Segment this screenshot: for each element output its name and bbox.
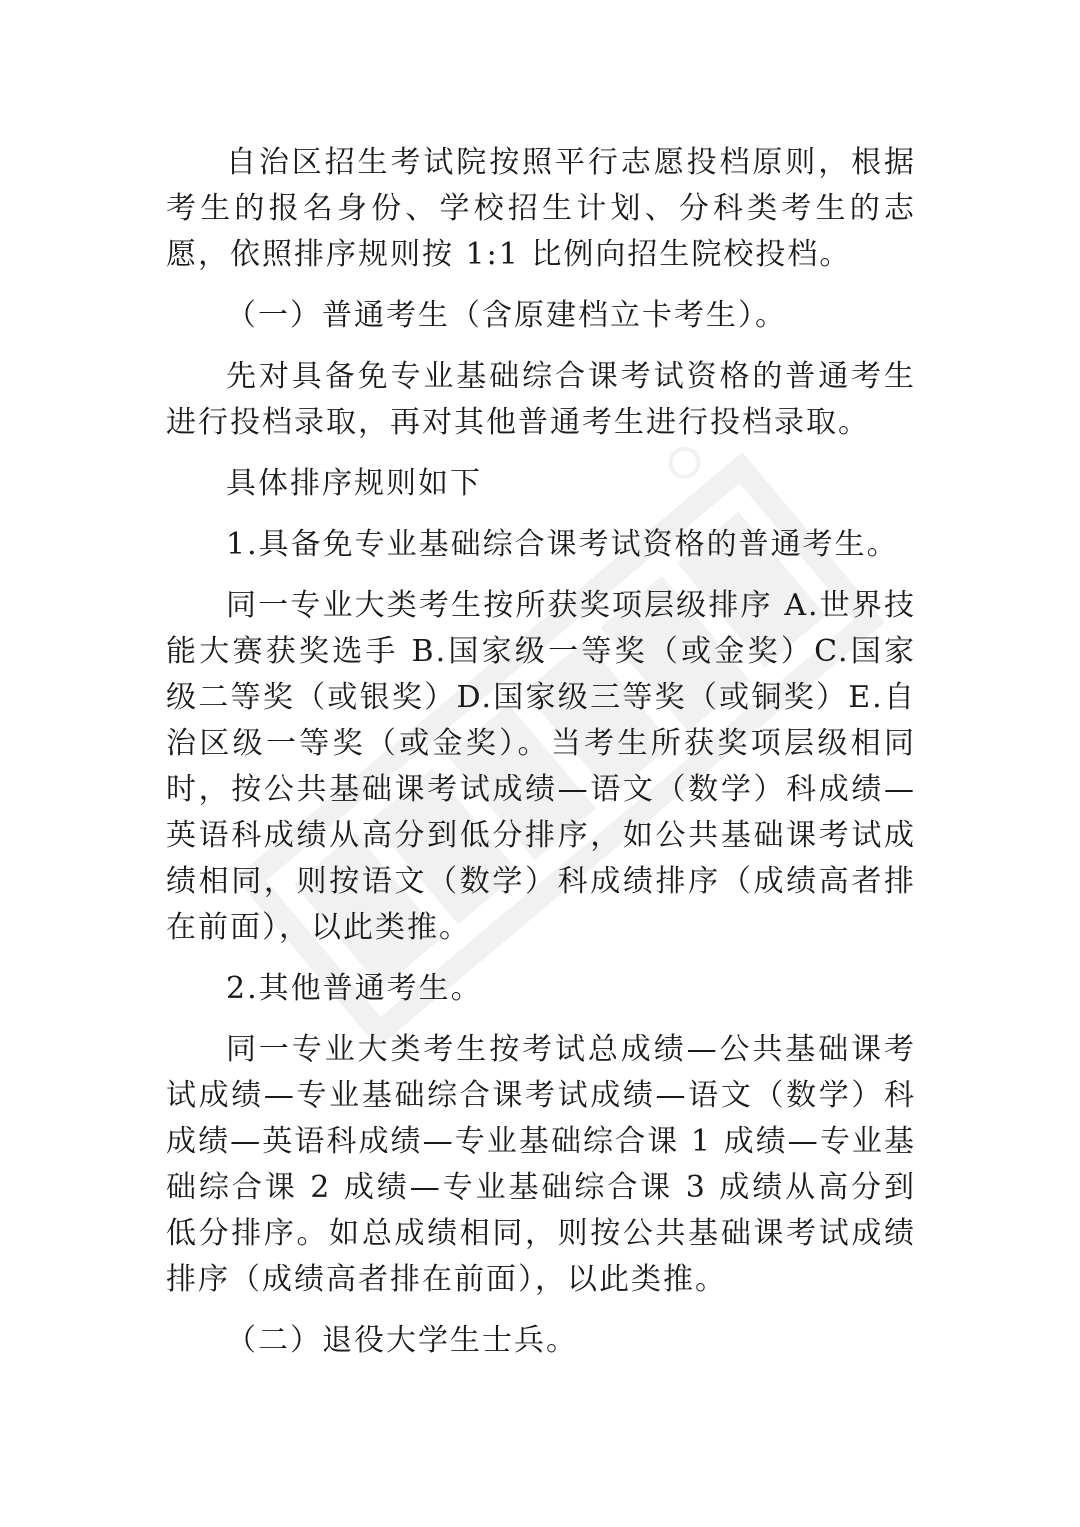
rules-heading: 具体排序规则如下: [226, 466, 482, 501]
rule-1-heading: 1.具备免专业基础综合课考试资格的普通考生。: [226, 527, 899, 562]
section-1-paragraph: 先对具备免专业基础综合课考试资格的普通考生进行投档录取，再对其他普通考生进行投档录取。: [166, 359, 916, 440]
rule-2-paragraph: 同一专业大类考生按考试总成绩—公共基础课考试成绩—专业基础综合课考试成绩—语文（数学）科成绩—英语科成绩—专业基础综合课 1 成绩—专业基础综合课 2 成绩—专业基础综合课 3 成绩从高分到低分排序。如总成绩相同，则按公共基础课考试成绩排序（成绩高者排在前面），以此类推。: [166, 1032, 916, 1297]
section-1-heading: （一）普通考生（含原建档立卡考生）。: [226, 298, 787, 333]
intro-paragraph: 自治区招生考试院按照平行志愿投档原则，根据考生的报名身份、学校招生计划、分科类考生的志愿，依照排序规则按 1:1 比例向招生院校投档。: [166, 145, 916, 272]
rule-1-paragraph: 同一专业大类考生按所获奖项层级排序 A.世界技能大赛获奖选手 B.国家级一等奖（或金奖）C.国家级二等奖（或银奖）D.国家级三等奖（或铜奖）E.自治区级一等奖（或金奖）。当考生所获奖项层级相同时，按公共基础课考试成绩—语文（数学）科成绩—英语科成绩从高分到低分排序，如公共基础课考试成绩相同，则按语文（数学）科成绩排序（成绩高者排在前面），以此类推。: [166, 588, 916, 945]
document-body: [166, 140, 916, 1379]
rule-2-heading: 2.其他普通考生。: [226, 971, 483, 1006]
section-2-heading: （二）退役大学生士兵。: [226, 1323, 578, 1358]
